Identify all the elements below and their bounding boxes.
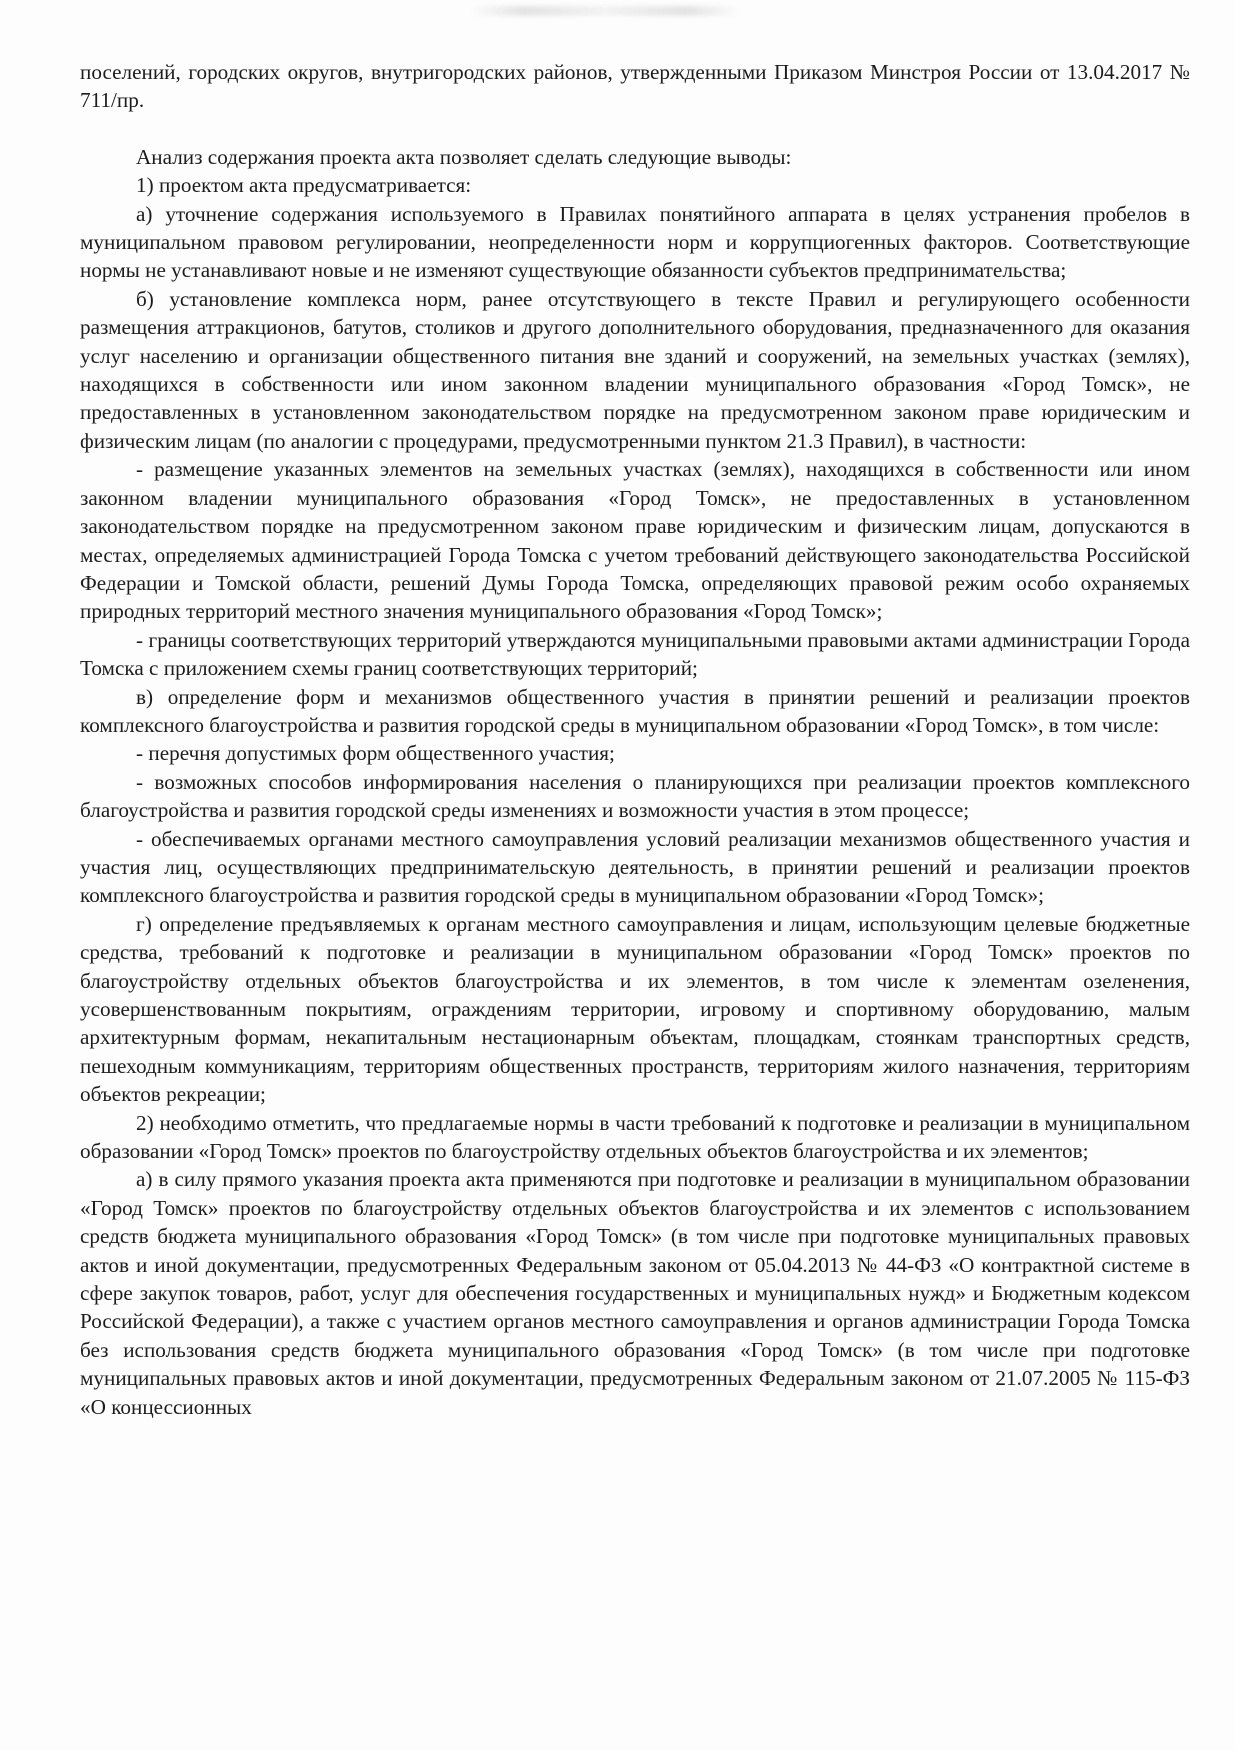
paragraph: а) в силу прямого указания проекта акта применяются при подготовке и реализации в муниципальном образовании «Город Томск» проектов по благоустройству отдельных объектов благоустройства и их элементов с использованием средств бюджета муниципального образования «Город Томск» (в том числе при подготовке муниципальных правовых актов и иной документации, предусмотренных Федеральным законом от 05.04.2013 № 44-ФЗ «О контрактной системе в сфере закупок товаров, работ, услуг для обеспечения государственных и муниципальных нужд» и Бюджетным кодексом Российской Федерации), а также с участием органов местного самоуправления и органов администрации Города Томска без использования средств бюджета муниципального образования «Город Томск» (в том числе при подготовке муниципальных правовых актов и иной документации, предусмотренных Федеральным законом от 21.07.2005 № 115-ФЗ «О концессионных <box>80 1167 1190 1419</box>
paragraph: а) уточнение содержания используемого в Правилах понятийного аппарата в целях устранения пробелов в муниципальном правовом регулировании, неопределенности норм и коррупциогенных факторов. Соответствующие нормы не устанавливают новые и не изменяют существующие обязанности субъектов предпринимательства; <box>80 201 1190 283</box>
paragraph: - границы соответствующих территорий утверждаются муниципальными правовыми актами администрации Города Томска с приложением схемы границ соответствующих территорий; <box>80 627 1190 681</box>
paragraph: г) определение предъявляемых к органам местного самоуправления и лицам, использующим целевые бюджетные средства, требований к подготовке и реализации в муниципальном образовании «Город Томск» проектов по благоустройству отдельных объектов благоустройства и их элементов, в том числе к элементам озеленения, усовершенствованным покрытиям, ограждениям территории, игровому и спортивному оборудованию, малым архитектурным формам, некапитальным нестационарным объектам, площадкам, стоянкам транспортных средств, пешеходным коммуникациям, территориям общественных пространств, территориям жилого назначения, территориям объектов рекреации; <box>80 911 1190 1107</box>
paragraph: 1) проектом акта предусматривается: <box>136 173 472 198</box>
paragraph: в) определение форм и механизмов общественного участия в принятии решений и реализации проектов комплексного благоустройства и развития городской среды в муниципальном образовании «Город Томск», в том числе: <box>80 684 1190 737</box>
paragraph: - возможных способов информирования населения о планирующихся при реализации проектов комплексного благоустройства и развития городской среды изменениях и возможности участия в этом процессе; <box>80 769 1190 823</box>
scan-artifact <box>470 6 740 16</box>
paragraph: - обеспечиваемых органами местного самоуправления условий реализации механизмов общественного участия и участия лиц, осуществляющих предпринимательскую деятельность, в принятии решений и реализации проектов комплексного благоустройства и развития городской среды в муниципальном образовании «Город Томск»; <box>80 826 1190 908</box>
paragraph: Анализ содержания проекта акта позволяет сделать следующие выводы: <box>136 144 792 169</box>
paragraph: 2) необходимо отметить, что предлагаемые нормы в части требований к подготовке и реализации в муниципальном образовании «Город Томск» проектов по благоустройству отдельных объектов благоустройства и их элементов; <box>80 1110 1190 1164</box>
paragraph: б) установление комплекса норм, ранее отсутствующего в тексте Правил и регулирующего особенности размещения аттракционов, батутов, столиков и другого дополнительного оборудования, предназначенного для оказания услуг населению и организации общественного питания вне зданий и сооружений, на земельных участках (землях), находящихся в собственности или ином законном владении муниципального образования «Город Томск», не предоставленных в установленном законодательством порядке на предусмотренном законом праве юридическим и физическим лицам (по аналогии с процедурами, предусмотренными пунктом 21.3 Правил), в частности: <box>80 286 1190 453</box>
paragraph: - размещение указанных элементов на земельных участках (землях), находящихся в собственности или ином законном владении муниципального образования «Город Томск», не предоставленных в установленном законодательством порядке на предусмотренном законом праве юридическим и физическим лицам, допускаются в местах, определяемых администрацией Города Томска с учетом требований действующего законодательства Российской Федерации и Томской области, решений Думы Города Томска, определяющих правовой режим особо охраняемых природных территорий местного значения муниципального образования «Город Томск»; <box>80 457 1190 624</box>
paragraph: поселений, городских округов, внутригородских районов, утвержденными Приказом Минстроя России от 13.04.2017 № 711/пр. <box>80 60 1190 113</box>
paragraph: - перечня допустимых форм общественного участия; <box>136 741 615 766</box>
document-body <box>80 58 1190 1421</box>
